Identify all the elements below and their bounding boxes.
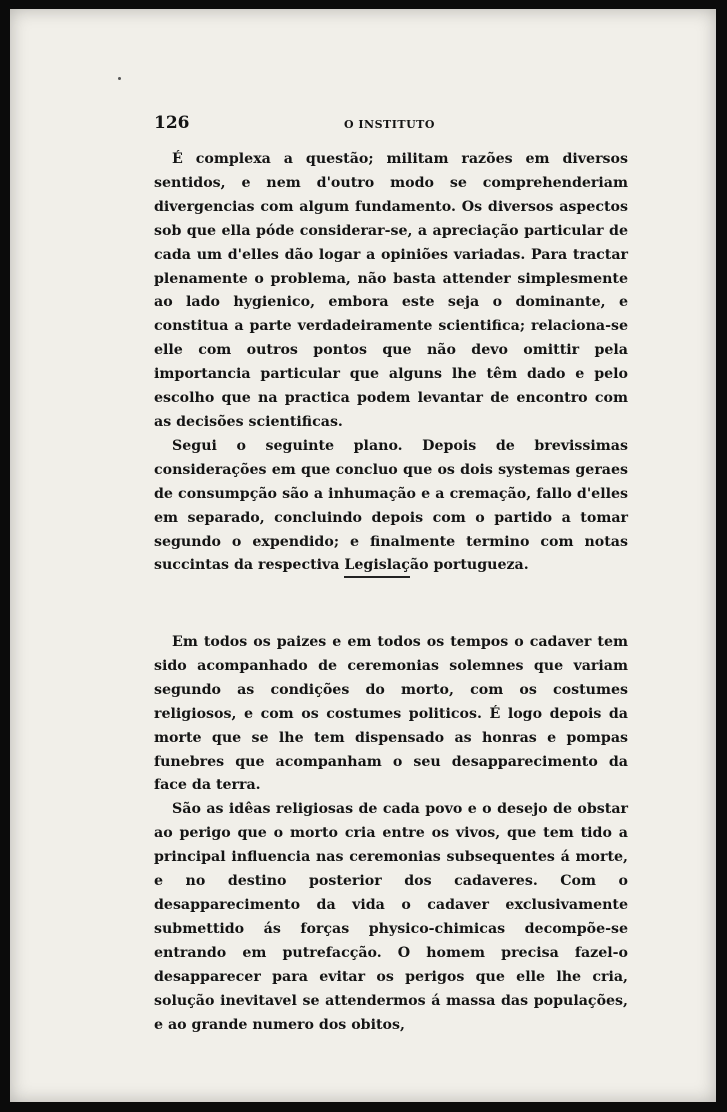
paragraph: É complexa a questão; militam razões em diversos sentidos, e nem d'outro modo se comprehenderiam divergencias com algum fundamento. Os diversos aspectos sob que ella póde considerar-se, a apreciação particular de cada um d'elles dão logar a opiniões variadas. Para tractar plenamente o problema, não basta attender simplesmente ao lado hygienico, embora este seja o dominante, e constitua a parte verdadeiramente scientifica; relaciona-se elle com outros pontos que não devo omittir pela importancia particular que alguns lhe têm dado e pelo escolho que na practica podem levantar de encontro com as decisões scientificas.: [154, 151, 628, 430]
running-title: O INSTITUTO: [344, 118, 435, 131]
section-divider: [344, 576, 410, 578]
section-2: [154, 631, 628, 1037]
page-header: [154, 113, 638, 137]
book-page: [10, 9, 716, 1102]
paragraph: São as idêas religiosas de cada povo e o desejo de obstar ao perigo que o morto cria entre os vivos, que tem tido a principal influencia nas ceremonias subsequentes á morte, e no destino posterior dos cadaveres. Com o desapparecimento da vida o cadaver exclusivamente submettido ás forças physico-chimicas decompõe-se entrando em putrefacção. O homem precisa fazel-o desapparecer para evitar os perigos que elle lhe cria, solução inevitavel se attendermos á massa das populações, e ao grande numero dos obitos,: [154, 801, 628, 1033]
page-number: 126: [154, 113, 190, 133]
section-1: [154, 148, 628, 578]
paper-speck: [118, 77, 121, 80]
paragraph: Segui o seguinte plano. Depois de brevissimas considerações em que concluo que os dois systemas geraes de consumpção são a inhumação e a cremação, fallo d'elles em separado, concluindo depois com o partido a tomar segundo o expendido; e finalmente termino com notas succintas da respectiva Legislação portugueza.: [154, 437, 628, 574]
paragraph: Em todos os paizes e em todos os tempos o cadaver tem sido acompanhado de ceremonias solemnes que variam segundo as condições do morto, com os costumes religiosos, e com os costumes politicos. É logo depois da morte que se lhe tem dispensado as honras e pompas funebres que acompanham o seu desapparecimento da face da terra.: [154, 634, 628, 794]
